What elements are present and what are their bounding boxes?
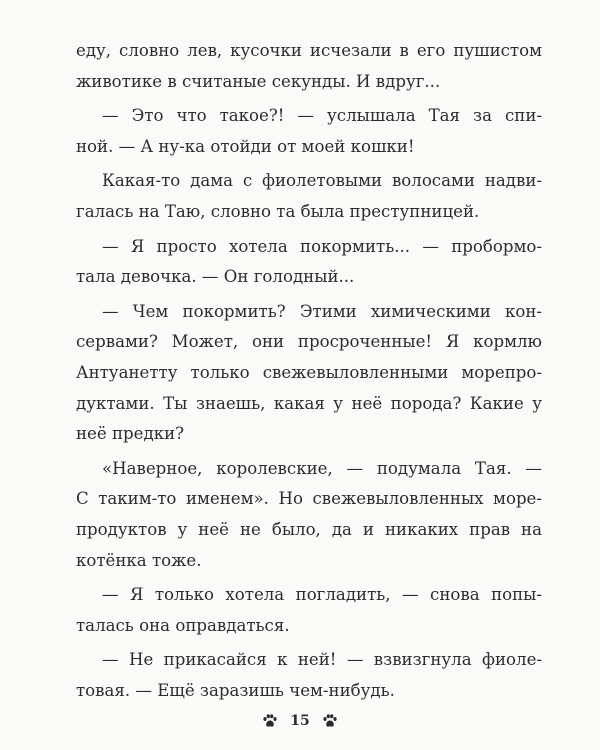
- text-line: продуктов у неё не было, да и никаких прав на: [76, 519, 542, 539]
- text-line: дуктами. Ты знаешь, какая у неё порода? Какие у: [76, 393, 542, 413]
- paragraph: [76, 101, 542, 162]
- text-line: товая. — Ещё заразишь чем-нибудь.: [76, 680, 395, 700]
- text-line: неё предки?: [76, 424, 185, 444]
- paragraph: [76, 232, 542, 293]
- text-line: «Наверное, королевские, — подумала Тая. —: [102, 458, 542, 478]
- text-line: котёнка тоже.: [76, 550, 202, 570]
- paragraph: [76, 645, 542, 706]
- paw-print-icon: [322, 714, 338, 728]
- text-line: галась на Таю, словно та была преступницей.: [76, 201, 480, 221]
- text-line: Какая-то дама с фиолетовыми волосами надви-: [102, 171, 542, 191]
- text-line: ной. — А ну-ка отойди от моей кошки!: [76, 136, 415, 156]
- text-line: — Не прикасайся к ней! — взвизгнула фиоле-: [102, 650, 542, 670]
- page-number: 15: [290, 713, 310, 729]
- text-line: — Я просто хотела покормить... — пробормо-: [102, 236, 542, 256]
- text-line: сервами? Может, они просроченные! Я кормлю: [76, 332, 542, 352]
- text-line: талась она оправдаться.: [76, 615, 290, 635]
- paragraph: [76, 454, 542, 576]
- body-text: [76, 36, 542, 706]
- text-line: животике в считаные секунды. И вдруг...: [76, 71, 441, 91]
- paragraph: [76, 36, 542, 97]
- text-line: — Это что такое?! — услышала Тая за спи-: [102, 106, 542, 126]
- paw-print-icon: [262, 714, 278, 728]
- text-line: С таким-то именем». Но свежевыловленных море-: [76, 489, 542, 509]
- paragraph: [76, 166, 542, 227]
- text-line: еду, словно лев, кусочки исчезали в его пушистом: [76, 41, 542, 60]
- text-line: — Чем покормить? Этими химическими кон-: [102, 301, 542, 321]
- page-footer: [0, 706, 600, 737]
- text-line: Антуанетту только свежевыловленными морепро-: [76, 362, 542, 382]
- paragraph: [76, 297, 542, 450]
- paragraph: [76, 580, 542, 641]
- text-line: тала девочка. — Он голодный...: [76, 267, 355, 287]
- text-line: — Я только хотела погладить, — снова попы-: [102, 585, 542, 605]
